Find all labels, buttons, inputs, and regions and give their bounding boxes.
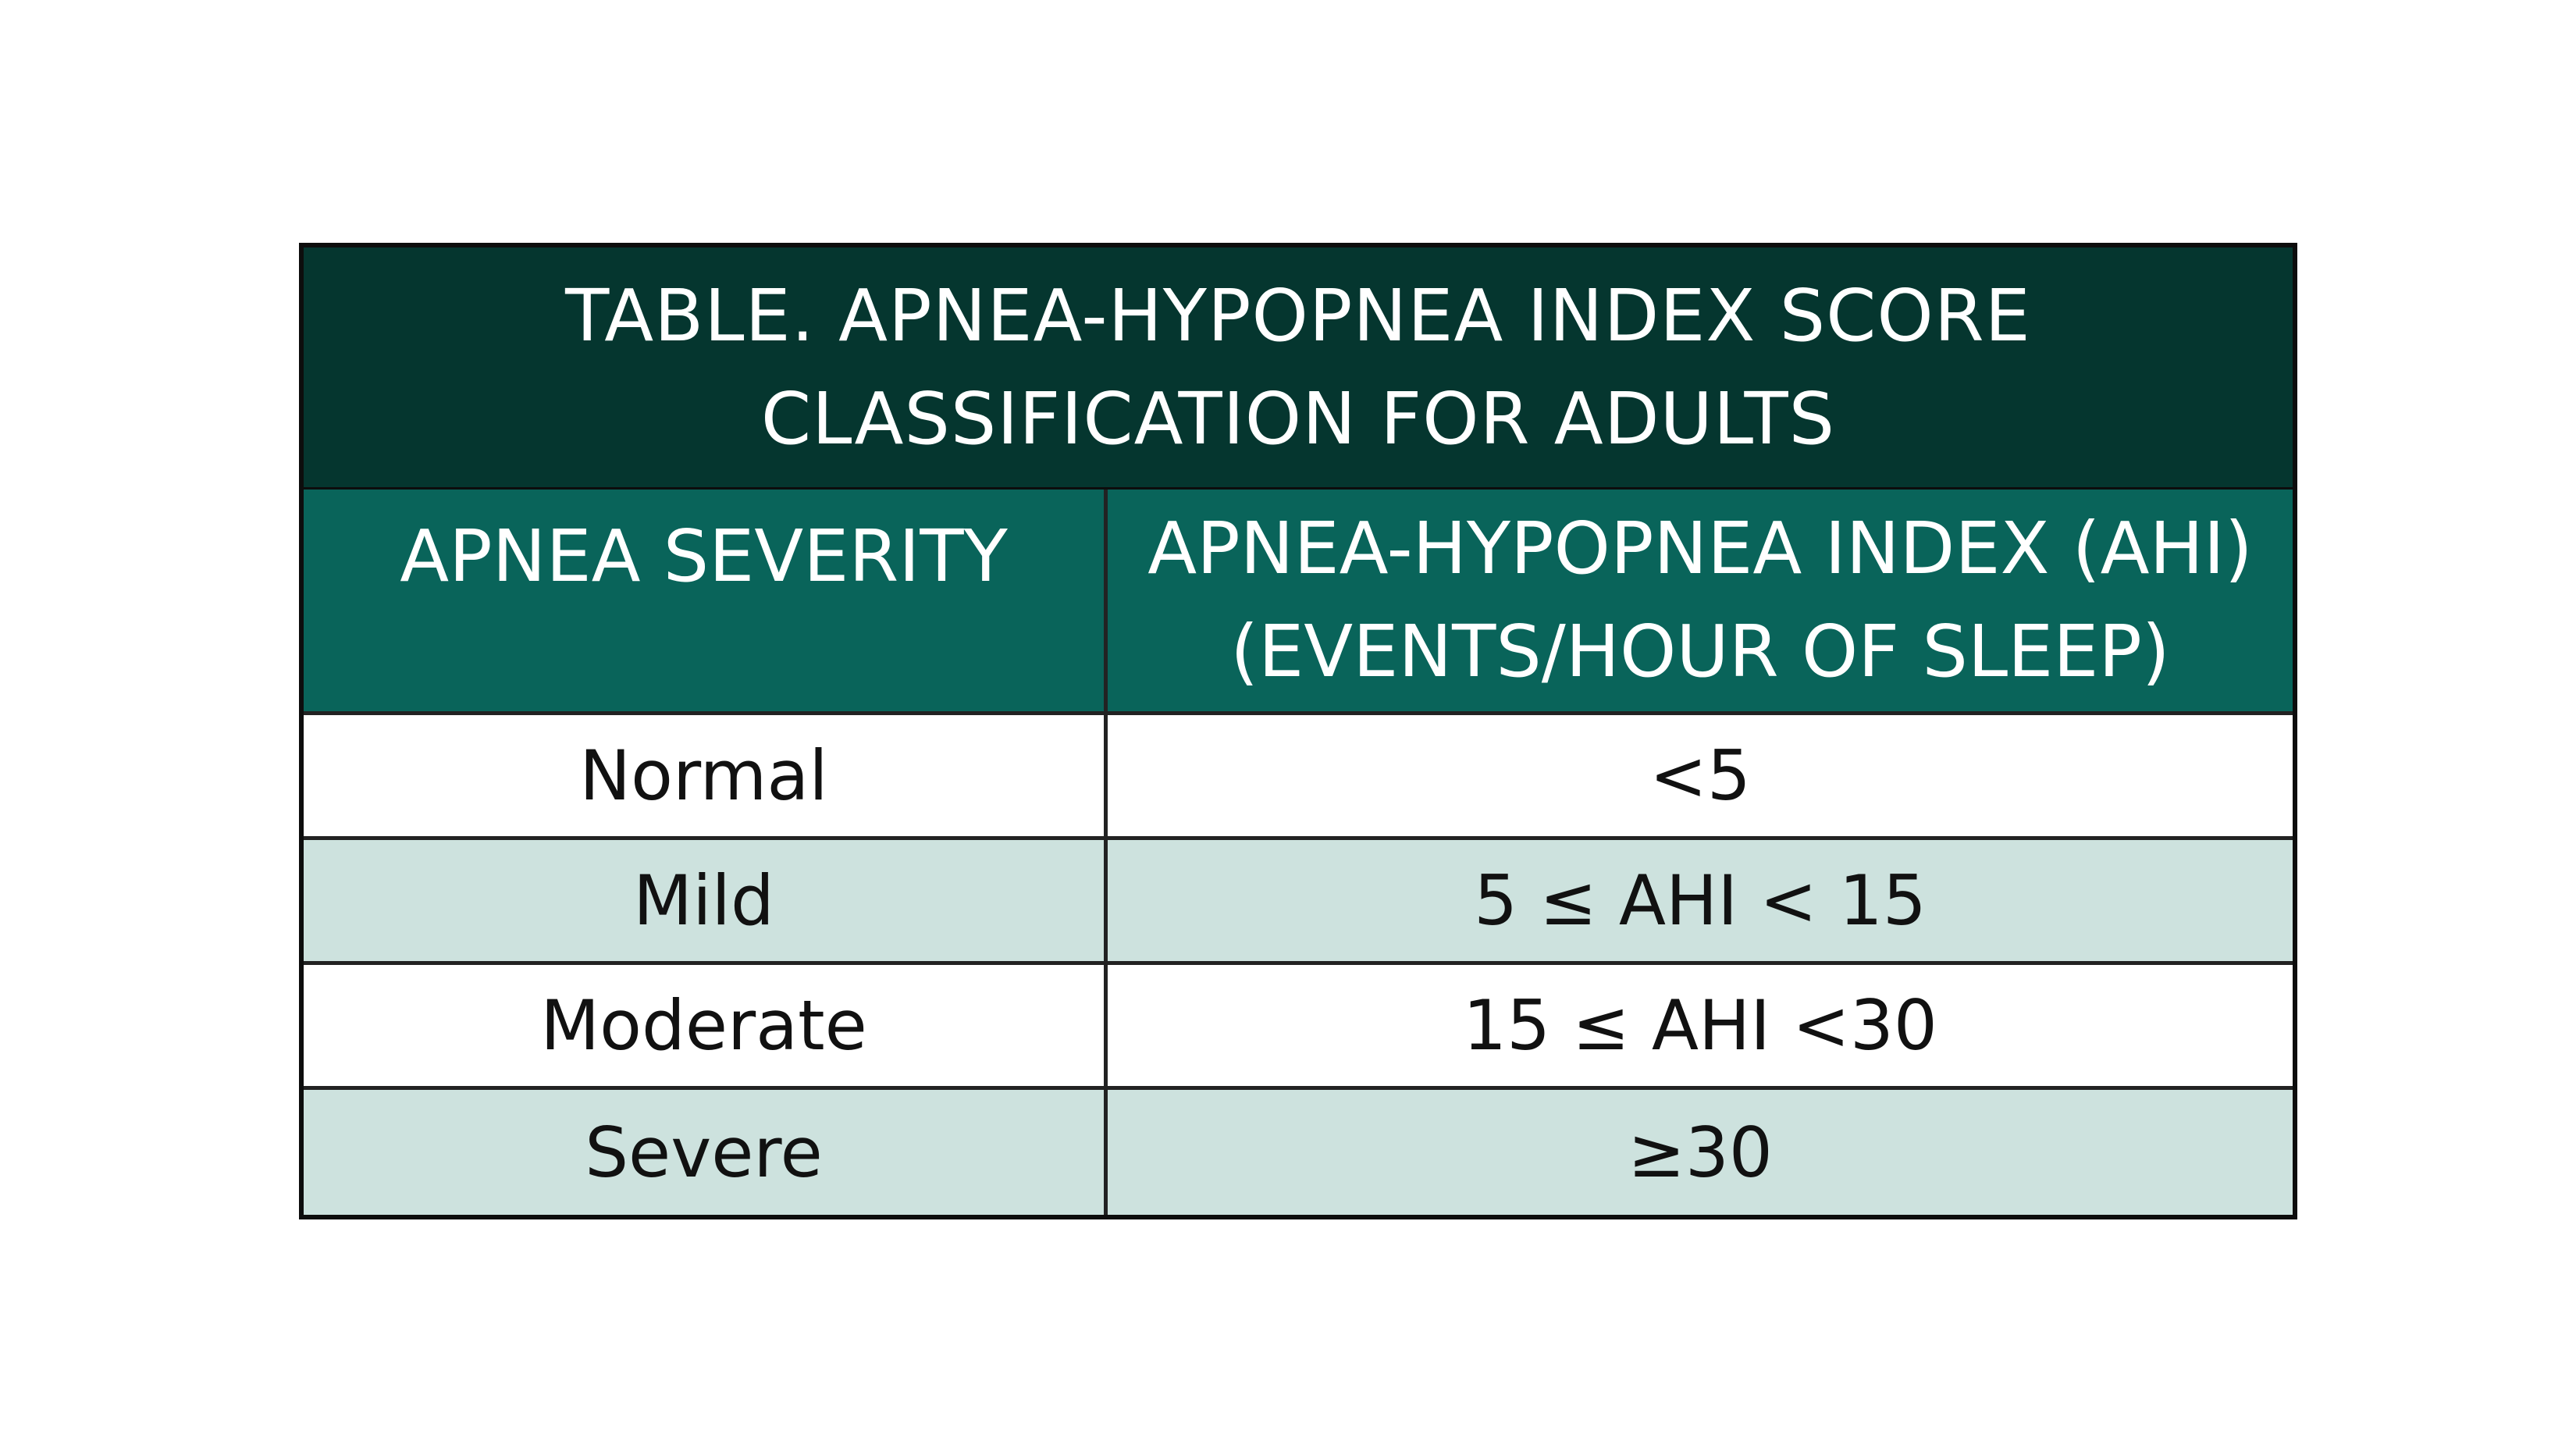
- ahi-cell: 15 ≤ AHI <30: [1463, 985, 1937, 1066]
- severity-cell: Severe: [304, 1090, 1108, 1215]
- table-row: [304, 840, 2293, 965]
- severity-cell: Moderate: [304, 965, 1108, 1086]
- table-row: [304, 965, 2293, 1090]
- ahi-classification-table: [299, 243, 2297, 1219]
- table-header-row: [304, 490, 2293, 715]
- ahi-cell: <5: [1649, 735, 1751, 816]
- table-title: [304, 247, 2293, 490]
- header-ahi-line-1: APNEA-HYPOPNEA INDEX (AHI): [1147, 507, 2253, 590]
- table-row: [304, 715, 2293, 840]
- table-title-line-2: CLASSIFICATION FOR ADULTS: [760, 376, 1836, 461]
- severity-cell: Mild: [304, 840, 1108, 961]
- table-row: [304, 1090, 2293, 1215]
- table-title-line-1: TABLE. APNEA-HYPOPNEA INDEX SCORE: [565, 273, 2031, 358]
- header-apnea-severity-label: APNEA SEVERITY: [400, 514, 1008, 598]
- header-ahi-line-2: (EVENTS/HOUR OF SLEEP): [1230, 610, 2170, 693]
- header-apnea-severity: [304, 490, 1108, 711]
- ahi-cell: 5 ≤ AHI < 15: [1474, 860, 1927, 941]
- severity-cell: Normal: [304, 715, 1108, 836]
- ahi-cell: ≥30: [1628, 1112, 1773, 1193]
- header-ahi: [1108, 490, 2293, 711]
